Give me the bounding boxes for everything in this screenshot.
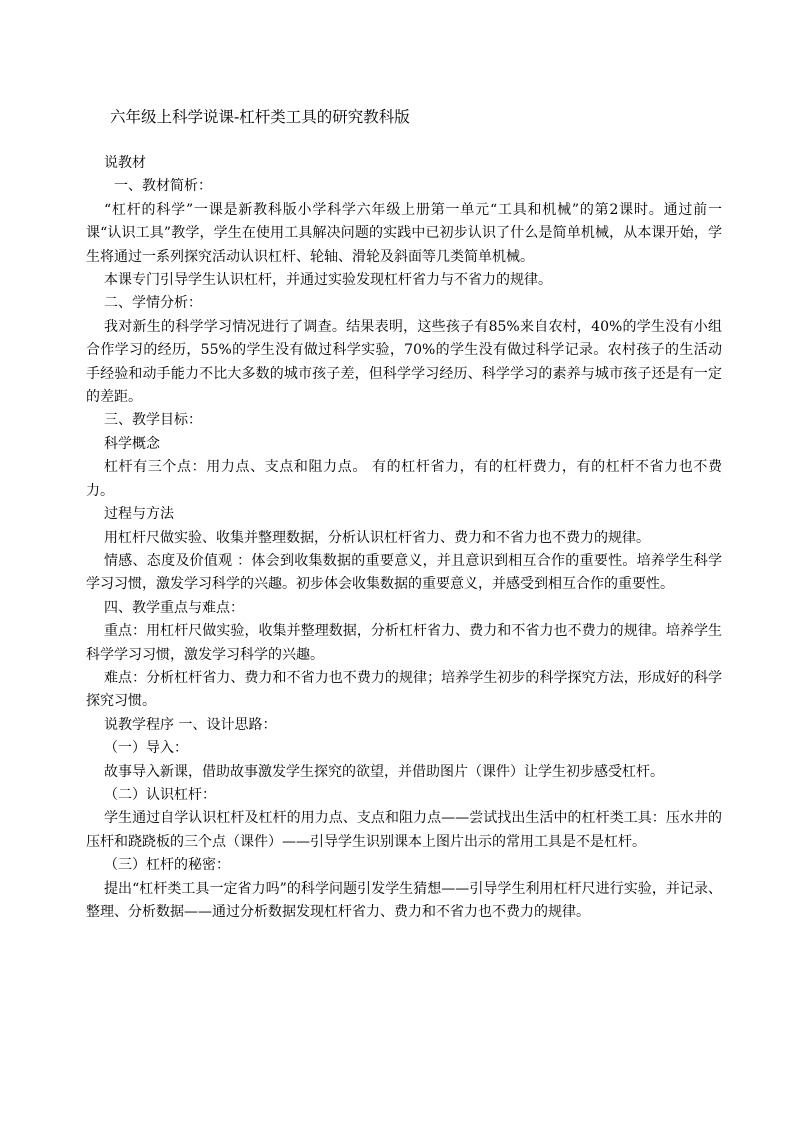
paragraph-p21: （三）杠杆的秘密： <box>104 857 230 874</box>
paragraph-p22: 提出“杠杆类工具一定省力吗”的科学问题引发学生猜想——引导学生利用杠杆尺进行实验，并记录、整理、分析数据——通过分析数据发现杠杆省力、费力和不省力也不费力的规律。 <box>86 880 722 920</box>
paragraph-p6: 我对新生的科学学习情况进行了调查。结果表明，这些孩子有85%来自农村，40%的学生没有小组合作学习的经历，55%的学生没有做过科学实验，70%的学生没有做过科学记录。农村孩子的生活动手经验和动手能力不比大多数的城市孩子差，但科学学习经历、科学学习的素养与城市孩子还是有一定的差距。 <box>86 318 722 406</box>
paragraph-p10: 过程与方法 <box>104 506 174 523</box>
paragraph-p13: 四、教学重点与难点： <box>104 599 244 616</box>
paragraph-p20: 学生通过自学认识杠杆及杠杆的用力点、支点和阻力点——尝试找出生活中的杠杆类工具：压水井的压杆和跷跷板的三个点（课件）——引导学生识别课本上图片出示的常用工具是不是杠杆。 <box>86 810 722 850</box>
paragraph-p4: 本课专门引导学生认识杠杆，并通过实验发现杠杆省力与不省力的规律。 <box>104 272 552 289</box>
paragraph-p7: 三、教学目标： <box>104 412 202 429</box>
paragraph-p1: 说教材 <box>104 155 146 171</box>
paragraph-p8: 科学概念 <box>104 435 160 452</box>
paragraph-p17: （一）导入： <box>104 740 188 757</box>
paragraph-p19: （二）认识杠杆： <box>104 786 216 803</box>
paragraph-p14: 重点：用杠杆尺做实验，收集并整理数据，分析杠杆省力、费力和不省力也不费力的规律。培养学生科学学习习惯，激发学习科学的兴趣。 <box>86 623 722 663</box>
paragraph-p9: 杠杆有三个点：用力点、支点和阻力点。 有的杠杆省力，有的杠杆费力，有的杠杆不省力也不费力。 <box>86 459 722 499</box>
paragraph-p3: “杠杆的科学”一课是新教科版小学科学六年级上册第一单元“工具和机械”的第2课时。通过前一课“认识工具”教学，学生在使用工具解决问题的实践中已初步认识了什么是简单机械，从本课开始，学生将通过一系列探究活动认识杠杆、轮轴、滑轮及斜面等几类简单机械。 <box>86 201 722 265</box>
document-body <box>86 152 722 924</box>
paragraph-p2: 一、教材简析： <box>114 178 212 195</box>
paragraph-p18: 故事导入新课，借助故事激发学生探究的欲望，并借助图片（课件）让学生初步感受杠杆。 <box>104 763 664 780</box>
document-title: 六年级上科学说课-杠杆类工具的研究教科版 <box>110 108 410 126</box>
paragraph-p12: 情感、态度及价值观 ：体会到收集数据的重要意义，并且意识到相互合作的重要性。培养学生科学学习习惯，激发学习科学的兴趣。初步体会收集数据的重要意义，并感受到相互合作的重要性。 <box>86 552 722 593</box>
paragraph-p15: 难点：分析杠杆省力、费力和不省力也不费力的规律；培养学生初步的科学探究方法，形成好的科学探究习惯。 <box>86 669 722 710</box>
paragraph-p16: 说教学程序 一、设计思路： <box>104 716 277 733</box>
paragraph-p5: 二、学情分析： <box>104 295 202 312</box>
paragraph-p11: 用杠杆尺做实验、收集并整理数据，分析认识杠杆省力、费力和不省力也不费力的规律。 <box>104 529 650 546</box>
